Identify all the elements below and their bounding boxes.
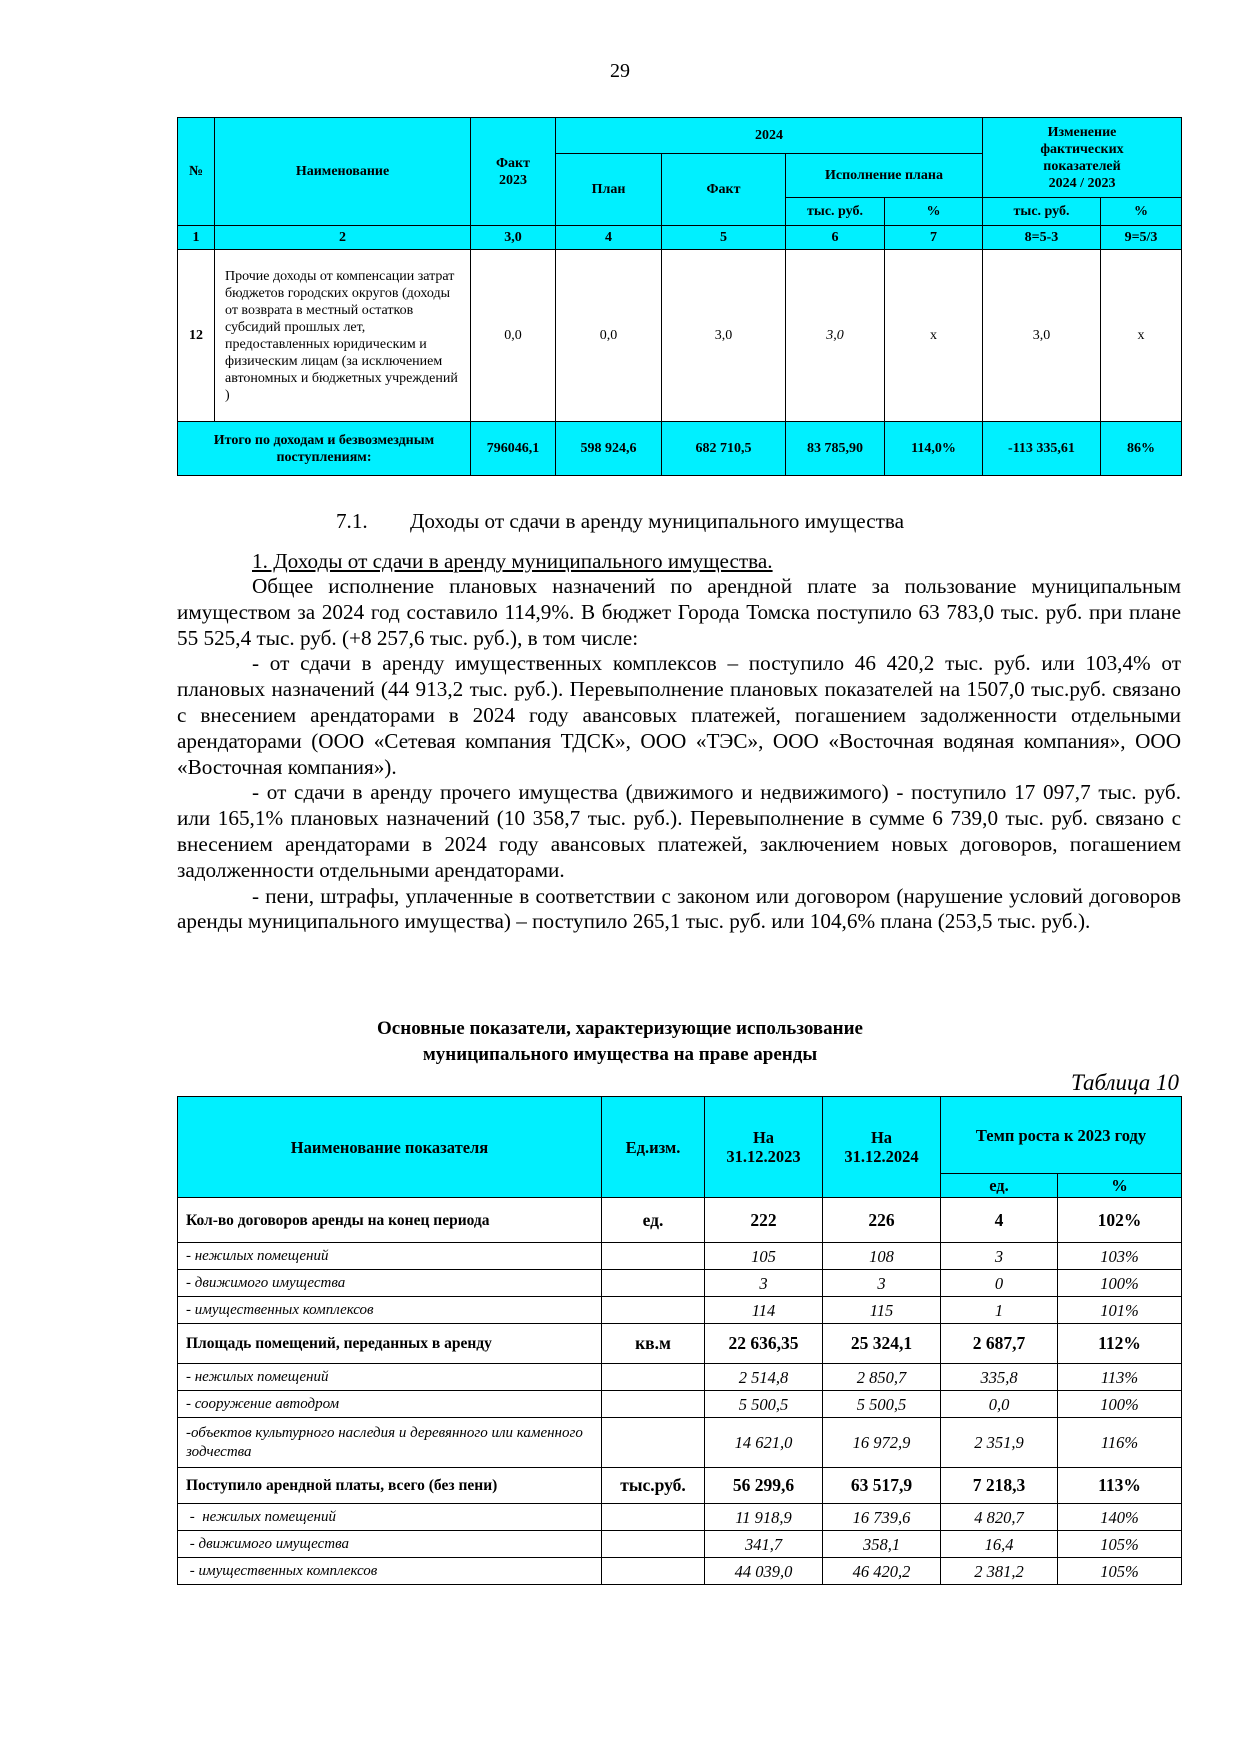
cell-v2023: 3 <box>705 1270 823 1297</box>
cell-unit <box>602 1270 705 1297</box>
cell-unit: тыс.руб. <box>602 1468 705 1504</box>
cell-v2024: 16 972,9 <box>823 1418 941 1468</box>
total-exec-pct: 114,0% <box>885 422 983 476</box>
cell-diff: 4 820,7 <box>941 1504 1058 1531</box>
cell-unit <box>602 1243 705 1270</box>
cell-pct: 113% <box>1058 1468 1182 1504</box>
table-row-sub <box>178 1364 1182 1391</box>
cell-diff: 0,0 <box>941 1391 1058 1418</box>
table-row <box>178 250 1182 422</box>
section-title: Доходы от сдачи в аренду муниципального имущества <box>409 509 905 533</box>
cell-v2023: 222 <box>705 1198 823 1243</box>
cell-chg-thous: 3,0 <box>983 250 1101 422</box>
cell-diff: 16,4 <box>941 1531 1058 1558</box>
cell-v2023: 2 514,8 <box>705 1364 823 1391</box>
cell-plan: 0,0 <box>556 250 662 422</box>
total-label: Итого по доходам и безвозмездным поступлениям: <box>178 422 471 476</box>
header-fact2023: Факт 2023 <box>471 118 556 226</box>
paragraph: Общее исполнение плановых назначений по арендной плате за пользование муниципальным имуществом за 2024 год составило 114,9%. В бюджет Города Томска поступило 63 783,0 тыс. руб. при плане 55 525,4 тыс. руб. (+8 257,6 тыс. руб.), в том числе: <box>177 574 1181 650</box>
cell-v2023: 11 918,9 <box>705 1504 823 1531</box>
cell-v2023: 44 039,0 <box>705 1558 823 1585</box>
total-chg-pct: 86% <box>1101 422 1182 476</box>
table-row-main <box>178 1468 1182 1504</box>
section-number: 7.1. <box>335 509 368 533</box>
cell-label: -объектов культурного наследия и деревянного или каменного зодчества <box>178 1418 602 1468</box>
total-fact2023: 796046,1 <box>471 422 556 476</box>
page-number: 29 <box>610 60 630 82</box>
cell-pct: 116% <box>1058 1418 1182 1468</box>
header-growth-pct: % <box>1058 1174 1182 1198</box>
cell-label: - имущественных комплексов <box>178 1558 602 1585</box>
cell-diff: 335,8 <box>941 1364 1058 1391</box>
index-cell: 3,0 <box>471 226 556 250</box>
paragraph: - от сдачи в аренду имущественных комплексов – поступило 46 420,2 тыс. руб. или 103,4% от плановых назначений (44 913,2 тыс. руб.). Перевыполнение плановых показателей на 1507,0 тыс.руб. связано с внесением арендаторами в 2024 году авансовых платежей, погашением задолженности отдельными арендаторами (ООО «Сетевая компания ТДСК», ООО «ТЭС», ООО «Восточная водяная компания», ООО «Восточная компания»). <box>177 651 1181 779</box>
index-cell: 8=5-3 <box>983 226 1101 250</box>
cell-v2023: 5 500,5 <box>705 1391 823 1418</box>
table-row-sub <box>178 1297 1182 1324</box>
cell-unit: кв.м <box>602 1324 705 1364</box>
cell-label: Поступило арендной платы, всего (без пени) <box>178 1468 602 1504</box>
table-row-sub <box>178 1418 1182 1468</box>
cell-pct: 100% <box>1058 1270 1182 1297</box>
header-change-pct: % <box>1101 198 1182 226</box>
cell-pct: 103% <box>1058 1243 1182 1270</box>
section-heading <box>0 508 1240 534</box>
cell-pct: 101% <box>1058 1297 1182 1324</box>
cell-label: - имущественных комплексов <box>178 1297 602 1324</box>
revenue-table <box>177 117 1182 476</box>
index-cell: 5 <box>662 226 786 250</box>
rent-indicators-table <box>177 1096 1182 1585</box>
cell-unit <box>602 1364 705 1391</box>
cell-exec-pct: x <box>885 250 983 422</box>
cell-v2024: 226 <box>823 1198 941 1243</box>
cell-diff: 2 381,2 <box>941 1558 1058 1585</box>
table-row-sub <box>178 1243 1182 1270</box>
cell-v2023: 105 <box>705 1243 823 1270</box>
cell-fact: 3,0 <box>662 250 786 422</box>
table-caption: Таблица 10 <box>1070 1070 1179 1095</box>
cell-chg-pct: x <box>1101 250 1182 422</box>
cell-v2023: 22 636,35 <box>705 1324 823 1364</box>
cell-diff: 0 <box>941 1270 1058 1297</box>
index-cell: 2 <box>215 226 471 250</box>
header-growth-units: ед. <box>941 1174 1058 1198</box>
header-2023: На 31.12.2023 <box>705 1097 823 1198</box>
header-execution: Исполнение плана <box>786 154 983 198</box>
table-title <box>0 1016 1240 1068</box>
total-chg-thous: -113 335,61 <box>983 422 1101 476</box>
header-year-2024: 2024 <box>556 118 983 154</box>
table-row-sub <box>178 1558 1182 1585</box>
table-title-line: муниципального имущества на праве аренды <box>422 1044 818 1065</box>
cell-pct: 113% <box>1058 1364 1182 1391</box>
table-row-sub <box>178 1531 1182 1558</box>
index-cell: 9=5/3 <box>1101 226 1182 250</box>
cell-unit <box>602 1531 705 1558</box>
cell-diff: 3 <box>941 1243 1058 1270</box>
table-row-main <box>178 1198 1182 1243</box>
cell-diff: 4 <box>941 1198 1058 1243</box>
cell-unit <box>602 1504 705 1531</box>
cell-v2023: 341,7 <box>705 1531 823 1558</box>
header-exec-thous: тыс. руб. <box>786 198 885 226</box>
cell-unit <box>602 1297 705 1324</box>
cell-v2024: 46 420,2 <box>823 1558 941 1585</box>
cell-label: - движимого имущества <box>178 1270 602 1297</box>
cell-fact2023: 0,0 <box>471 250 556 422</box>
header-unit: Ед.изм. <box>602 1097 705 1198</box>
cell-label: - движимого имущества <box>178 1531 602 1558</box>
header-name: Наименование <box>215 118 471 226</box>
total-fact: 682 710,5 <box>662 422 786 476</box>
cell-exec-thous: 3,0 <box>786 250 885 422</box>
cell-v2024: 5 500,5 <box>823 1391 941 1418</box>
section-body <box>177 574 1181 935</box>
header-no: № <box>178 118 215 226</box>
cell-pct: 102% <box>1058 1198 1182 1243</box>
header-plan: План <box>556 154 662 226</box>
cell-v2024: 63 517,9 <box>823 1468 941 1504</box>
cell-v2023: 114 <box>705 1297 823 1324</box>
header-exec-pct: % <box>885 198 983 226</box>
header-change: Изменение фактических показателей 2024 / 2023 <box>983 118 1182 198</box>
cell-pct: 140% <box>1058 1504 1182 1531</box>
cell-v2024: 115 <box>823 1297 941 1324</box>
table-row-main <box>178 1324 1182 1364</box>
header-growth: Темп роста к 2023 году <box>941 1097 1182 1174</box>
cell-pct: 105% <box>1058 1531 1182 1558</box>
cell-v2024: 2 850,7 <box>823 1364 941 1391</box>
table-row-sub <box>178 1391 1182 1418</box>
cell-unit <box>602 1418 705 1468</box>
cell-diff: 1 <box>941 1297 1058 1324</box>
paragraph: - от сдачи в аренду прочего имущества (движимого и недвижимого) - поступило 17 097,7 тыс. руб. или 165,1% плановых назначений (10 358,7 тыс. руб.). Перевыполнение в сумме 6 739,0 тыс. руб. связано с внесением арендаторами в 2024 году авансовых платежей, заключением новых договоров, погашением задолженности отдельными арендаторами. <box>177 780 1181 882</box>
table-title-line: Основные показатели, характеризующие использование <box>377 1018 863 1039</box>
paragraph: - пени, штрафы, уплаченные в соответствии с законом или договором (нарушение условий договоров аренды муниципального имущества) – поступило 265,1 тыс. руб. или 104,6% плана (253,5 тыс. руб.). <box>177 883 1181 934</box>
cell-diff: 7 218,3 <box>941 1468 1058 1504</box>
cell-v2024: 358,1 <box>823 1531 941 1558</box>
index-cell: 7 <box>885 226 983 250</box>
cell-label: - нежилых помещений <box>178 1504 602 1531</box>
index-cell: 1 <box>178 226 215 250</box>
cell-v2024: 3 <box>823 1270 941 1297</box>
cell-pct: 105% <box>1058 1558 1182 1585</box>
index-cell: 4 <box>556 226 662 250</box>
row-number: 12 <box>178 250 215 422</box>
cell-v2024: 25 324,1 <box>823 1324 941 1364</box>
cell-diff: 2 687,7 <box>941 1324 1058 1364</box>
cell-label: - нежилых помещений <box>178 1364 602 1391</box>
table-row-sub <box>178 1504 1182 1531</box>
cell-label: - нежилых помещений <box>178 1243 602 1270</box>
header-2024: На 31.12.2024 <box>823 1097 941 1198</box>
cell-label: - сооружение автодром <box>178 1391 602 1418</box>
index-cell: 6 <box>786 226 885 250</box>
header-change-thous: тыс. руб. <box>983 198 1101 226</box>
total-row <box>178 422 1182 476</box>
total-plan: 598 924,6 <box>556 422 662 476</box>
cell-v2024: 108 <box>823 1243 941 1270</box>
cell-v2023: 56 299,6 <box>705 1468 823 1504</box>
row-name: Прочие доходы от компенсации затрат бюджетов городских округов (доходы от возврата в местный остатков субсидий прошлых лет, предоставленных юридическим и физическим лицам (за исключением автономных и бюджетных учреждений ) <box>215 250 471 422</box>
sub-heading: 1. Доходы от сдачи в аренду муниципального имущества. <box>252 549 773 573</box>
header-indicator: Наименование показателя <box>178 1097 602 1198</box>
cell-v2023: 14 621,0 <box>705 1418 823 1468</box>
cell-v2024: 16 739,6 <box>823 1504 941 1531</box>
cell-pct: 100% <box>1058 1391 1182 1418</box>
table-row-sub <box>178 1270 1182 1297</box>
cell-pct: 112% <box>1058 1324 1182 1364</box>
header-fact: Факт <box>662 154 786 226</box>
cell-unit <box>602 1558 705 1585</box>
cell-label: Кол-во договоров аренды на конец периода <box>178 1198 602 1243</box>
cell-unit: ед. <box>602 1198 705 1243</box>
cell-diff: 2 351,9 <box>941 1418 1058 1468</box>
cell-label: Площадь помещений, переданных в аренду <box>178 1324 602 1364</box>
cell-unit <box>602 1391 705 1418</box>
total-exec-thous: 83 785,90 <box>786 422 885 476</box>
